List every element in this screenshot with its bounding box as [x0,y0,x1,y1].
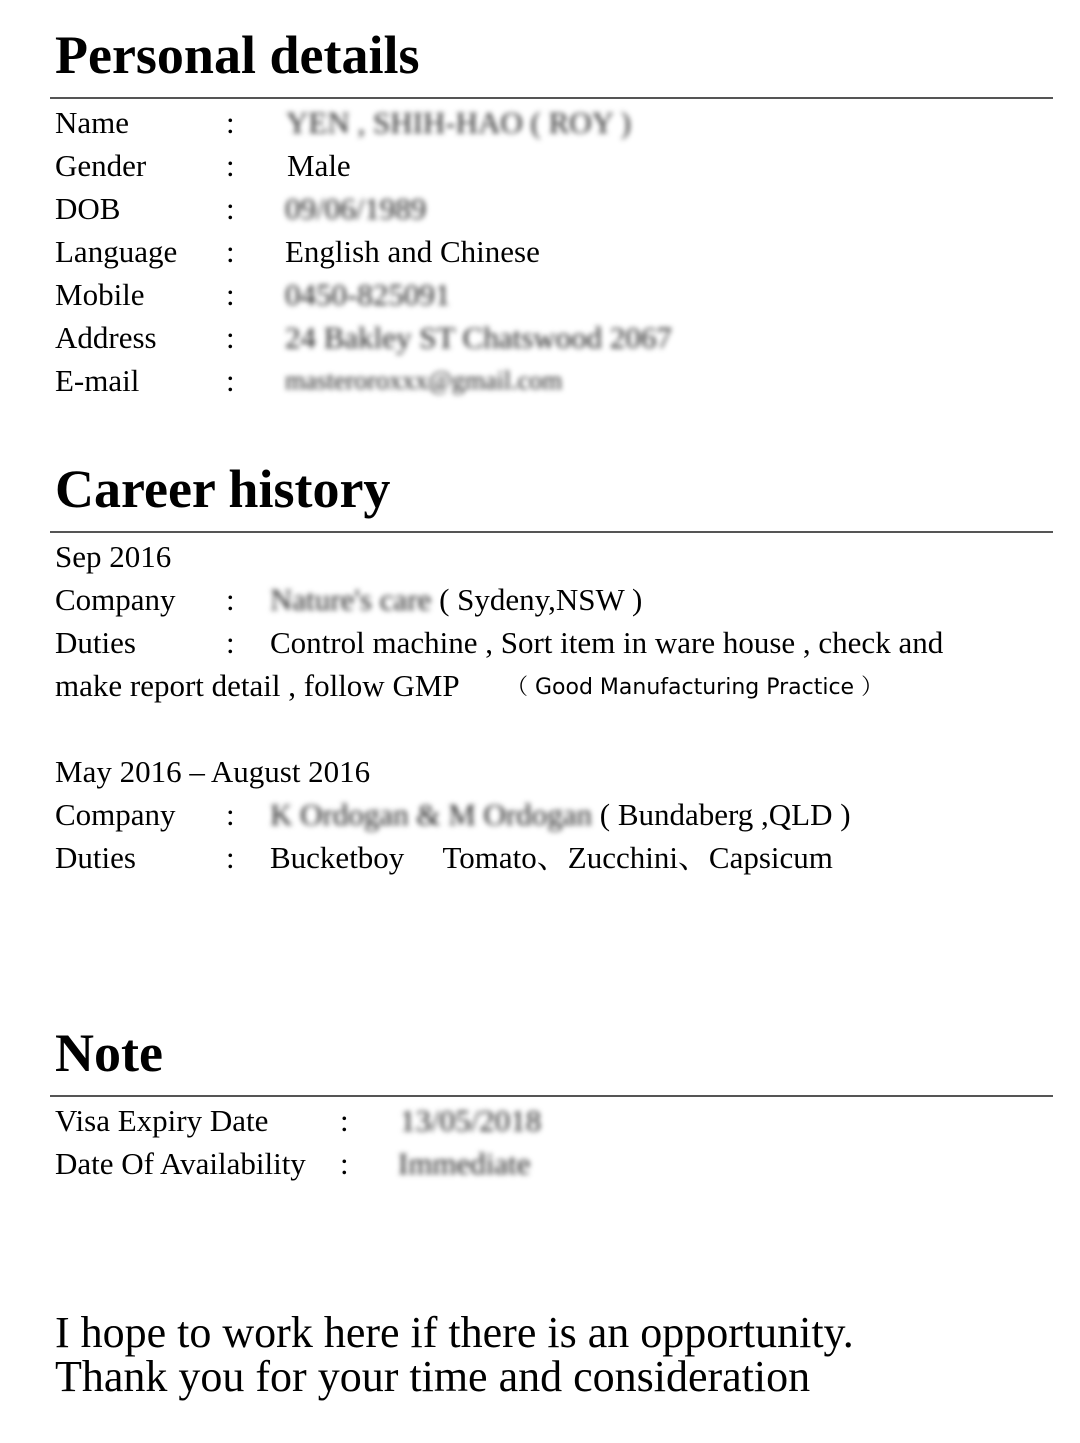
note-field-visa-expiry [0,1101,1080,1141]
field-label: Address [55,320,157,355]
field-label: Language [55,234,178,269]
field-value: 24 Bakley ST Chatswood 2067 [285,320,672,355]
duties-text: Bucketboy Tomato、Zucchini、Capsicum [270,840,833,875]
personal-field-address [0,318,1080,358]
field-colon: : [226,320,235,355]
duties-text: Control machine , Sort item in ware house , check and [270,625,944,660]
job-period-text: May 2016 – August 2016 [55,754,371,789]
duties-note: （ Good Manufacturing Practice ） [506,675,884,700]
field-value: 09/06/1989 [285,191,427,226]
field-colon: : [340,1103,349,1138]
field-colon: : [226,277,235,312]
personal-field-dob [0,189,1080,229]
field-value: YEN , SHIH-HAO ( ROY ) [286,105,631,140]
personal-field-mobile [0,275,1080,315]
field-value: 13/05/2018 [400,1103,542,1138]
job-duties [0,623,1080,663]
field-colon: : [226,191,235,226]
field-label: E-mail [55,363,140,398]
job-period [0,752,1080,792]
field-value: English and Chinese [285,234,540,269]
job-period [0,537,1080,577]
field-value: masteroroxxx@gmail.com [285,366,563,395]
job-duties [0,838,1080,878]
section-divider [50,1095,1053,1097]
field-value: 0450-825091 [285,277,451,312]
field-label: Duties [55,840,136,875]
field-colon: : [226,840,235,875]
duties-text: make report detail , follow GMP [55,668,460,703]
field-label: Mobile [55,277,145,312]
field-label: Company [55,582,176,617]
job-period-text: Sep 2016 [55,539,172,574]
company-location: ( Bundaberg ,QLD ) [592,797,851,832]
personal-field-language [0,232,1080,272]
closing-line-1: I hope to work here if there is an opportunity. [55,1308,854,1357]
career-history-heading: Career history [55,459,391,519]
closing-line-2: Thank you for your time and consideration [55,1352,811,1401]
personal-field-name [0,103,1080,143]
section-divider [50,97,1053,99]
field-label: DOB [55,191,121,226]
section-divider [50,531,1053,533]
job-company [0,580,1080,620]
field-label: Company [55,797,176,832]
company-name: K Ordogan & M Ordogan [270,797,593,832]
field-colon: : [226,105,235,140]
field-colon: : [226,148,235,183]
personal-field-gender [0,146,1080,186]
field-label: Gender [55,148,147,183]
job-duties-continued [0,666,1080,706]
note-heading: Note [55,1023,163,1083]
field-colon: : [226,625,235,660]
field-value: Immediate [398,1146,531,1181]
field-label: Date Of Availability [55,1146,306,1181]
personal-details-heading: Personal details [55,25,420,85]
field-colon: : [226,797,235,832]
field-label: Name [55,105,130,140]
field-label: Duties [55,625,136,660]
company-location: ( Sydeny,NSW ) [431,582,643,617]
field-colon: : [226,363,235,398]
personal-field-email [0,361,1080,401]
field-colon: : [226,234,235,269]
field-value: Male [287,148,351,183]
field-colon: : [340,1146,349,1181]
field-colon: : [226,582,235,617]
field-label: Visa Expiry Date [55,1103,269,1138]
job-company [0,795,1080,835]
company-name: Nature's care [270,582,432,617]
note-field-availability [0,1144,1080,1184]
